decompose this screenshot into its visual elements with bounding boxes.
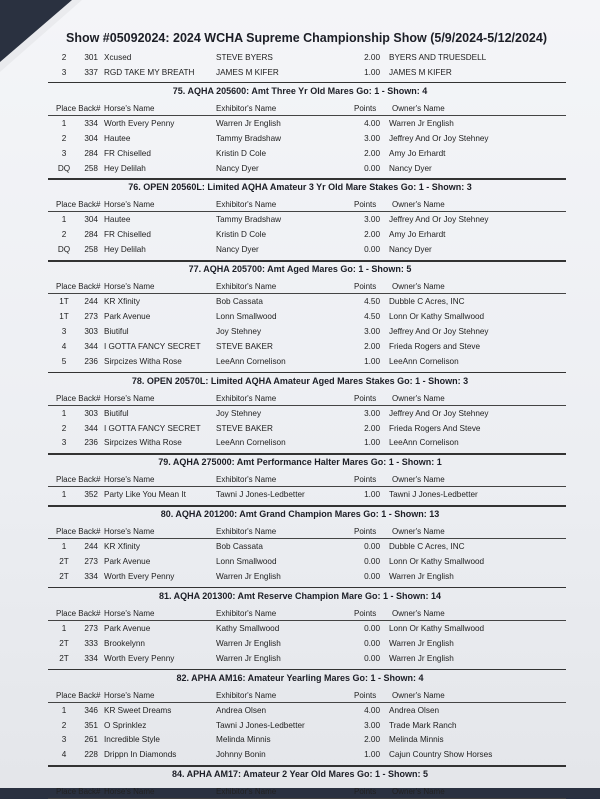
- back-number-cell: 301: [84, 53, 98, 62]
- result-row: [0, 357, 600, 370]
- horse-name-cell: Biutiful: [104, 408, 129, 418]
- exhibitor-name-cell: STEVE BAKER: [216, 341, 273, 351]
- points-cell: 2.00: [364, 148, 380, 158]
- owner-name-header: Owner's Name: [392, 608, 445, 618]
- exhibitor-name-cell: Warren Jr English: [216, 572, 281, 581]
- horse-name-cell: Park Avenue: [104, 557, 151, 567]
- place-cell: DQ: [57, 245, 71, 255]
- owner-name-cell: Lonn Or Kathy Smallwood: [389, 312, 485, 321]
- result-row: [0, 438, 600, 451]
- exhibitor-name-cell: Tammy Bradshaw: [216, 215, 282, 225]
- points-cell: 2.00: [364, 341, 380, 351]
- result-row: [0, 424, 600, 437]
- exhibitor-name-cell: Joy Stehney: [216, 408, 262, 418]
- owner-name-cell: Trade Mark Ranch: [389, 720, 457, 730]
- result-row: [0, 342, 600, 355]
- owner-name-cell: BYERS AND TRUESDELL: [389, 53, 487, 62]
- place-cell: 3: [61, 148, 67, 158]
- points-cell: 2.00: [364, 735, 380, 745]
- place-cell: 1: [61, 490, 67, 500]
- points-cell: 2.00: [364, 230, 380, 240]
- horse-name-cell: Brookelynn: [104, 638, 145, 648]
- place-back-header: Place Back#: [56, 475, 101, 485]
- horse-name-header: Horse's Name: [104, 393, 155, 403]
- points-cell: 1.00: [364, 490, 380, 500]
- back-number-cell: 258: [84, 245, 98, 255]
- owner-name-cell: Warren Jr English: [389, 653, 454, 663]
- points-header: Points: [354, 527, 377, 537]
- horse-name-cell: KR Xfinity: [104, 542, 140, 552]
- horse-name-cell: I GOTTA FANCY SECRET: [104, 341, 201, 351]
- horse-name-cell: Sirpcizes Witha Rose: [104, 438, 182, 448]
- class-title: 76. OPEN 20560L: Limited AQHA Amateur 3 Yr Old Mare Stakes Go: 1 - Shown: 3: [128, 182, 472, 193]
- result-row: [0, 750, 600, 763]
- class-title: 82. APHA AM16: Amateur Yearling Mares Go: 1 - Shown: 4: [176, 672, 424, 683]
- result-row: [0, 624, 600, 637]
- owner-name-cell: LeeAnn Cornelison: [389, 438, 459, 448]
- exhibitor-name-header: Exhibitor's Name: [216, 475, 277, 485]
- horse-name-cell: Xcused: [104, 53, 132, 62]
- back-number-cell: 258: [84, 163, 98, 173]
- points-cell: 0.00: [364, 163, 380, 173]
- owner-name-cell: Lonn Or Kathy Smallwood: [389, 557, 485, 567]
- place-cell: 1: [61, 705, 67, 715]
- exhibitor-name-cell: Tammy Bradshaw: [216, 133, 282, 143]
- owner-name-header: Owner's Name: [392, 393, 445, 403]
- horse-name-cell: Worth Every Penny: [104, 572, 175, 581]
- owner-name-cell: Jeffrey And Or Joy Stehney: [389, 133, 489, 143]
- exhibitor-name-header: Exhibitor's Name: [216, 200, 277, 210]
- header-underline: [48, 115, 566, 116]
- header-underline: [48, 293, 566, 294]
- place-cell: 2T: [59, 557, 69, 567]
- place-cell: 2: [61, 423, 67, 433]
- show-title: Show #05092024: 2024 WCHA Supreme Championship Show (5/9/2024-5/12/2024): [66, 31, 547, 45]
- horse-name-header: Horse's Name: [104, 787, 155, 797]
- result-row: [0, 68, 600, 81]
- result-row: [0, 215, 600, 228]
- points-cell: 2.00: [364, 423, 380, 433]
- owner-name-header: Owner's Name: [392, 103, 445, 113]
- result-row: [0, 245, 600, 258]
- place-cell: 2: [61, 230, 67, 240]
- owner-name-cell: Warren Jr English: [389, 118, 454, 128]
- back-number-cell: 284: [84, 230, 98, 240]
- class-title: 78. OPEN 20570L: Limited AQHA Amateur Aged Mares Stakes Go: 1 - Shown: 3: [131, 375, 469, 386]
- exhibitor-name-cell: STEVE BAKER: [216, 423, 273, 433]
- place-cell: 1: [61, 215, 67, 225]
- exhibitor-name-header: Exhibitor's Name: [216, 393, 277, 403]
- exhibitor-name-cell: LeeAnn Cornelison: [216, 438, 286, 448]
- owner-name-cell: Andrea Olsen: [389, 705, 440, 715]
- points-cell: 0.00: [364, 638, 380, 648]
- result-row: [0, 312, 600, 325]
- owner-name-cell: Lonn Or Kathy Smallwood: [389, 623, 485, 633]
- place-cell: 2: [61, 720, 67, 730]
- exhibitor-name-cell: Kristin D Cole: [216, 230, 267, 240]
- points-header: Points: [354, 690, 377, 700]
- exhibitor-name-cell: Nancy Dyer: [216, 245, 259, 255]
- horse-name-cell: Biutiful: [104, 326, 129, 336]
- owner-name-cell: Frieda Rogers And Steve: [389, 423, 481, 433]
- back-number-cell: 228: [84, 750, 98, 760]
- result-row: [0, 735, 600, 748]
- class-separator: [48, 260, 566, 262]
- owner-name-cell: Cajun Country Show Horses: [389, 750, 493, 760]
- horse-name-header: Horse's Name: [104, 475, 155, 485]
- place-cell: 1T: [59, 312, 69, 321]
- place-cell: 2T: [59, 572, 69, 581]
- class-title: 80. AQHA 201200: Amt Grand Champion Mares Go: 1 - Shown: 13: [160, 509, 440, 520]
- class-separator: [48, 505, 566, 507]
- horse-name-cell: Sirpcizes Witha Rose: [104, 356, 182, 366]
- place-cell: 3: [61, 438, 67, 448]
- owner-name-header: Owner's Name: [392, 527, 445, 537]
- exhibitor-name-header: Exhibitor's Name: [216, 527, 277, 537]
- points-cell: 1.00: [364, 356, 380, 366]
- back-number-cell: 236: [84, 356, 98, 366]
- horse-name-cell: Incredible Style: [104, 735, 160, 745]
- result-row: [0, 557, 600, 570]
- result-row: [0, 409, 600, 422]
- exhibitor-name-header: Exhibitor's Name: [216, 282, 277, 292]
- exhibitor-name-cell: Nancy Dyer: [216, 163, 259, 173]
- result-row: [0, 164, 600, 177]
- points-cell: 0.00: [364, 653, 380, 663]
- exhibitor-name-cell: STEVE BYERS: [216, 53, 273, 62]
- place-cell: 3: [61, 735, 67, 745]
- owner-name-cell: LeeAnn Cornelison: [389, 356, 459, 366]
- back-number-cell: 304: [84, 215, 98, 225]
- owner-name-cell: Warren Jr English: [389, 572, 454, 581]
- points-header: Points: [354, 475, 377, 485]
- horse-name-header: Horse's Name: [104, 200, 155, 210]
- horse-name-cell: Party Like You Mean It: [104, 490, 186, 500]
- horse-name-header: Horse's Name: [104, 608, 155, 618]
- exhibitor-name-cell: Melinda Minnis: [216, 735, 271, 745]
- owner-name-cell: Dubble C Acres, INC: [389, 297, 465, 307]
- back-number-cell: 333: [84, 638, 98, 648]
- horse-name-cell: O Sprinklez: [104, 720, 147, 730]
- class-separator: [48, 765, 566, 767]
- class-title: 75. AQHA 205600: Amt Three Yr Old Mares Go: 1 - Shown: 4: [172, 85, 428, 96]
- points-cell: 3.00: [364, 326, 380, 336]
- back-number-cell: 261: [84, 735, 98, 745]
- points-cell: 3.00: [364, 408, 380, 418]
- exhibitor-name-cell: Bob Cassata: [216, 542, 263, 552]
- result-row: [0, 572, 600, 585]
- back-number-cell: 346: [84, 705, 98, 715]
- owner-name-cell: Jeffrey And Or Joy Stehney: [389, 215, 489, 225]
- horse-name-cell: Hey Delilah: [104, 245, 146, 255]
- exhibitor-name-cell: Lonn Smallwood: [216, 312, 277, 321]
- owner-name-header: Owner's Name: [392, 787, 445, 797]
- class-separator: [48, 372, 566, 374]
- place-cell: 3: [61, 326, 67, 336]
- place-back-header: Place Back#: [56, 608, 101, 618]
- points-cell: 3.00: [364, 215, 380, 225]
- horse-name-cell: KR Sweet Dreams: [104, 705, 172, 715]
- class-title: 77. AQHA 205700: Amt Aged Mares Go: 1 - Shown: 5: [188, 264, 412, 275]
- header-underline: [48, 486, 566, 487]
- back-number-cell: 334: [84, 572, 98, 581]
- owner-name-cell: Nancy Dyer: [389, 245, 432, 255]
- result-row: [0, 53, 600, 66]
- place-cell: DQ: [57, 163, 71, 173]
- owner-name-cell: Jeffrey And Or Joy Stehney: [389, 326, 489, 336]
- owner-name-cell: Warren Jr English: [389, 638, 454, 648]
- owner-name-cell: Melinda Minnis: [389, 735, 444, 745]
- points-cell: 4.00: [364, 118, 380, 128]
- place-back-header: Place Back#: [56, 690, 101, 700]
- horse-name-cell: Hautee: [104, 133, 131, 143]
- back-number-cell: 334: [84, 118, 98, 128]
- owner-name-cell: Amy Jo Erhardt: [389, 230, 446, 240]
- exhibitor-name-cell: Warren Jr English: [216, 653, 281, 663]
- place-back-header: Place Back#: [56, 787, 101, 797]
- class-separator: [48, 669, 566, 671]
- result-row: [0, 297, 600, 310]
- horse-name-cell: Worth Every Penny: [104, 653, 175, 663]
- back-number-cell: 337: [84, 67, 98, 77]
- class-separator: [48, 178, 566, 180]
- back-number-cell: 244: [84, 297, 98, 307]
- back-number-cell: 303: [84, 408, 98, 418]
- result-row: [0, 639, 600, 652]
- place-cell: 1: [61, 408, 67, 418]
- place-cell: 2T: [59, 638, 69, 648]
- exhibitor-name-header: Exhibitor's Name: [216, 103, 277, 113]
- place-cell: 2: [61, 53, 67, 62]
- owner-name-cell: Frieda Rogers and Steve: [389, 341, 481, 351]
- points-cell: 0.00: [364, 572, 380, 581]
- back-number-cell: 303: [84, 326, 98, 336]
- result-row: [0, 654, 600, 667]
- result-row: [0, 327, 600, 340]
- place-cell: 4: [61, 341, 67, 351]
- owner-name-cell: Jeffrey And Or Joy Stehney: [389, 408, 489, 418]
- horse-name-cell: RGD TAKE MY BREATH: [104, 67, 195, 77]
- header-underline: [48, 538, 566, 539]
- horse-name-cell: Park Avenue: [104, 312, 151, 321]
- horse-name-cell: FR Chiselled: [104, 148, 151, 158]
- exhibitor-name-cell: Tawni J Jones-Ledbetter: [216, 490, 305, 500]
- place-cell: 3: [61, 67, 67, 77]
- back-number-cell: 284: [84, 148, 98, 158]
- place-cell: 1: [61, 542, 67, 552]
- back-number-cell: 244: [84, 542, 98, 552]
- result-row: [0, 706, 600, 719]
- class-title: 84. APHA AM17: Amateur 2 Year Old Mares Go: 1 - Shown: 5: [171, 769, 429, 780]
- horse-name-cell: Park Avenue: [104, 623, 151, 633]
- horse-name-header: Horse's Name: [104, 103, 155, 113]
- back-number-cell: 351: [84, 720, 98, 730]
- place-cell: 2: [61, 133, 67, 143]
- owner-name-header: Owner's Name: [392, 282, 445, 292]
- horse-name-cell: Drippn In Diamonds: [104, 750, 177, 760]
- result-row: [0, 230, 600, 243]
- owner-name-cell: JAMES M KIFER: [389, 67, 452, 77]
- points-cell: 1.00: [364, 750, 380, 760]
- back-number-cell: 273: [84, 312, 98, 321]
- points-header: Points: [354, 787, 377, 797]
- points-cell: 4.50: [364, 297, 380, 307]
- points-cell: 0.00: [364, 557, 380, 567]
- back-number-cell: 334: [84, 653, 98, 663]
- points-header: Points: [354, 200, 377, 210]
- exhibitor-name-cell: Warren Jr English: [216, 638, 281, 648]
- place-cell: 1: [61, 623, 67, 633]
- exhibitor-name-cell: Johnny Bonin: [216, 750, 266, 760]
- class-separator: [48, 82, 566, 84]
- points-cell: 3.00: [364, 133, 380, 143]
- horse-name-cell: I GOTTA FANCY SECRET: [104, 423, 201, 433]
- place-back-header: Place Back#: [56, 282, 101, 292]
- result-row: [0, 490, 600, 503]
- place-cell: 4: [61, 750, 67, 760]
- exhibitor-name-cell: Andrea Olsen: [216, 705, 267, 715]
- points-cell: 4.00: [364, 705, 380, 715]
- horse-name-cell: KR Xfinity: [104, 297, 140, 307]
- points-header: Points: [354, 608, 377, 618]
- result-row: [0, 119, 600, 132]
- result-row: [0, 149, 600, 162]
- exhibitor-name-cell: Warren Jr English: [216, 118, 281, 128]
- owner-name-cell: Dubble C Acres, INC: [389, 542, 465, 552]
- horse-name-header: Horse's Name: [104, 690, 155, 700]
- place-cell: 2T: [59, 653, 69, 663]
- horse-name-cell: FR Chiselled: [104, 230, 151, 240]
- header-underline: [48, 620, 566, 621]
- points-cell: 0.00: [364, 245, 380, 255]
- result-row: [0, 134, 600, 147]
- owner-name-cell: Amy Jo Erhardt: [389, 148, 446, 158]
- place-back-header: Place Back#: [56, 393, 101, 403]
- owner-name-header: Owner's Name: [392, 475, 445, 485]
- horse-name-cell: Hey Delilah: [104, 163, 146, 173]
- header-underline: [48, 702, 566, 703]
- back-number-cell: 273: [84, 557, 98, 567]
- owner-name-header: Owner's Name: [392, 200, 445, 210]
- exhibitor-name-header: Exhibitor's Name: [216, 608, 277, 618]
- back-number-cell: 273: [84, 623, 98, 633]
- points-cell: 0.00: [364, 623, 380, 633]
- owner-name-header: Owner's Name: [392, 690, 445, 700]
- class-title: 81. AQHA 201300: Amt Reserve Champion Mare Go: 1 - Shown: 14: [158, 590, 442, 601]
- points-header: Points: [354, 393, 377, 403]
- points-cell: 2.00: [364, 53, 380, 62]
- owner-name-cell: Nancy Dyer: [389, 163, 432, 173]
- points-header: Points: [354, 103, 377, 113]
- back-number-cell: 304: [84, 133, 98, 143]
- back-number-cell: 344: [84, 341, 98, 351]
- exhibitor-name-cell: Bob Cassata: [216, 297, 263, 307]
- points-cell: 1.00: [364, 67, 380, 77]
- owner-name-cell: Tawni J Jones-Ledbetter: [389, 490, 478, 500]
- exhibitor-name-cell: Kathy Smallwood: [216, 623, 280, 633]
- exhibitor-name-cell: Kristin D Cole: [216, 148, 267, 158]
- exhibitor-name-cell: Lonn Smallwood: [216, 557, 277, 567]
- exhibitor-name-cell: Tawni J Jones-Ledbetter: [216, 720, 305, 730]
- horse-name-header: Horse's Name: [104, 282, 155, 292]
- back-number-cell: 352: [84, 490, 98, 500]
- result-row: [0, 721, 600, 734]
- horse-name-cell: Worth Every Penny: [104, 118, 175, 128]
- class-separator: [48, 453, 566, 455]
- place-back-header: Place Back#: [56, 527, 101, 537]
- header-underline: [48, 405, 566, 406]
- exhibitor-name-header: Exhibitor's Name: [216, 690, 277, 700]
- place-cell: 1: [61, 118, 67, 128]
- horse-name-cell: Hautee: [104, 215, 131, 225]
- class-title: 79. AQHA 275000: Amt Performance Halter Mares Go: 1 - Shown: 1: [158, 457, 442, 468]
- points-cell: 3.00: [364, 720, 380, 730]
- points-header: Points: [354, 282, 377, 292]
- result-row: [0, 542, 600, 555]
- exhibitor-name-header: Exhibitor's Name: [216, 787, 277, 797]
- points-cell: 4.50: [364, 312, 380, 321]
- exhibitor-name-cell: Joy Stehney: [216, 326, 262, 336]
- points-cell: 0.00: [364, 542, 380, 552]
- class-separator: [48, 587, 566, 589]
- back-number-cell: 344: [84, 423, 98, 433]
- place-back-header: Place Back#: [56, 200, 101, 210]
- header-underline: [48, 211, 566, 212]
- horse-name-header: Horse's Name: [104, 527, 155, 537]
- back-number-cell: 236: [84, 438, 98, 448]
- place-back-header: Place Back#: [56, 103, 101, 113]
- place-cell: 5: [61, 356, 67, 366]
- place-cell: 1T: [59, 297, 69, 307]
- points-cell: 1.00: [364, 438, 380, 448]
- exhibitor-name-cell: LeeAnn Cornelison: [216, 356, 286, 366]
- exhibitor-name-cell: JAMES M KIFER: [216, 67, 279, 77]
